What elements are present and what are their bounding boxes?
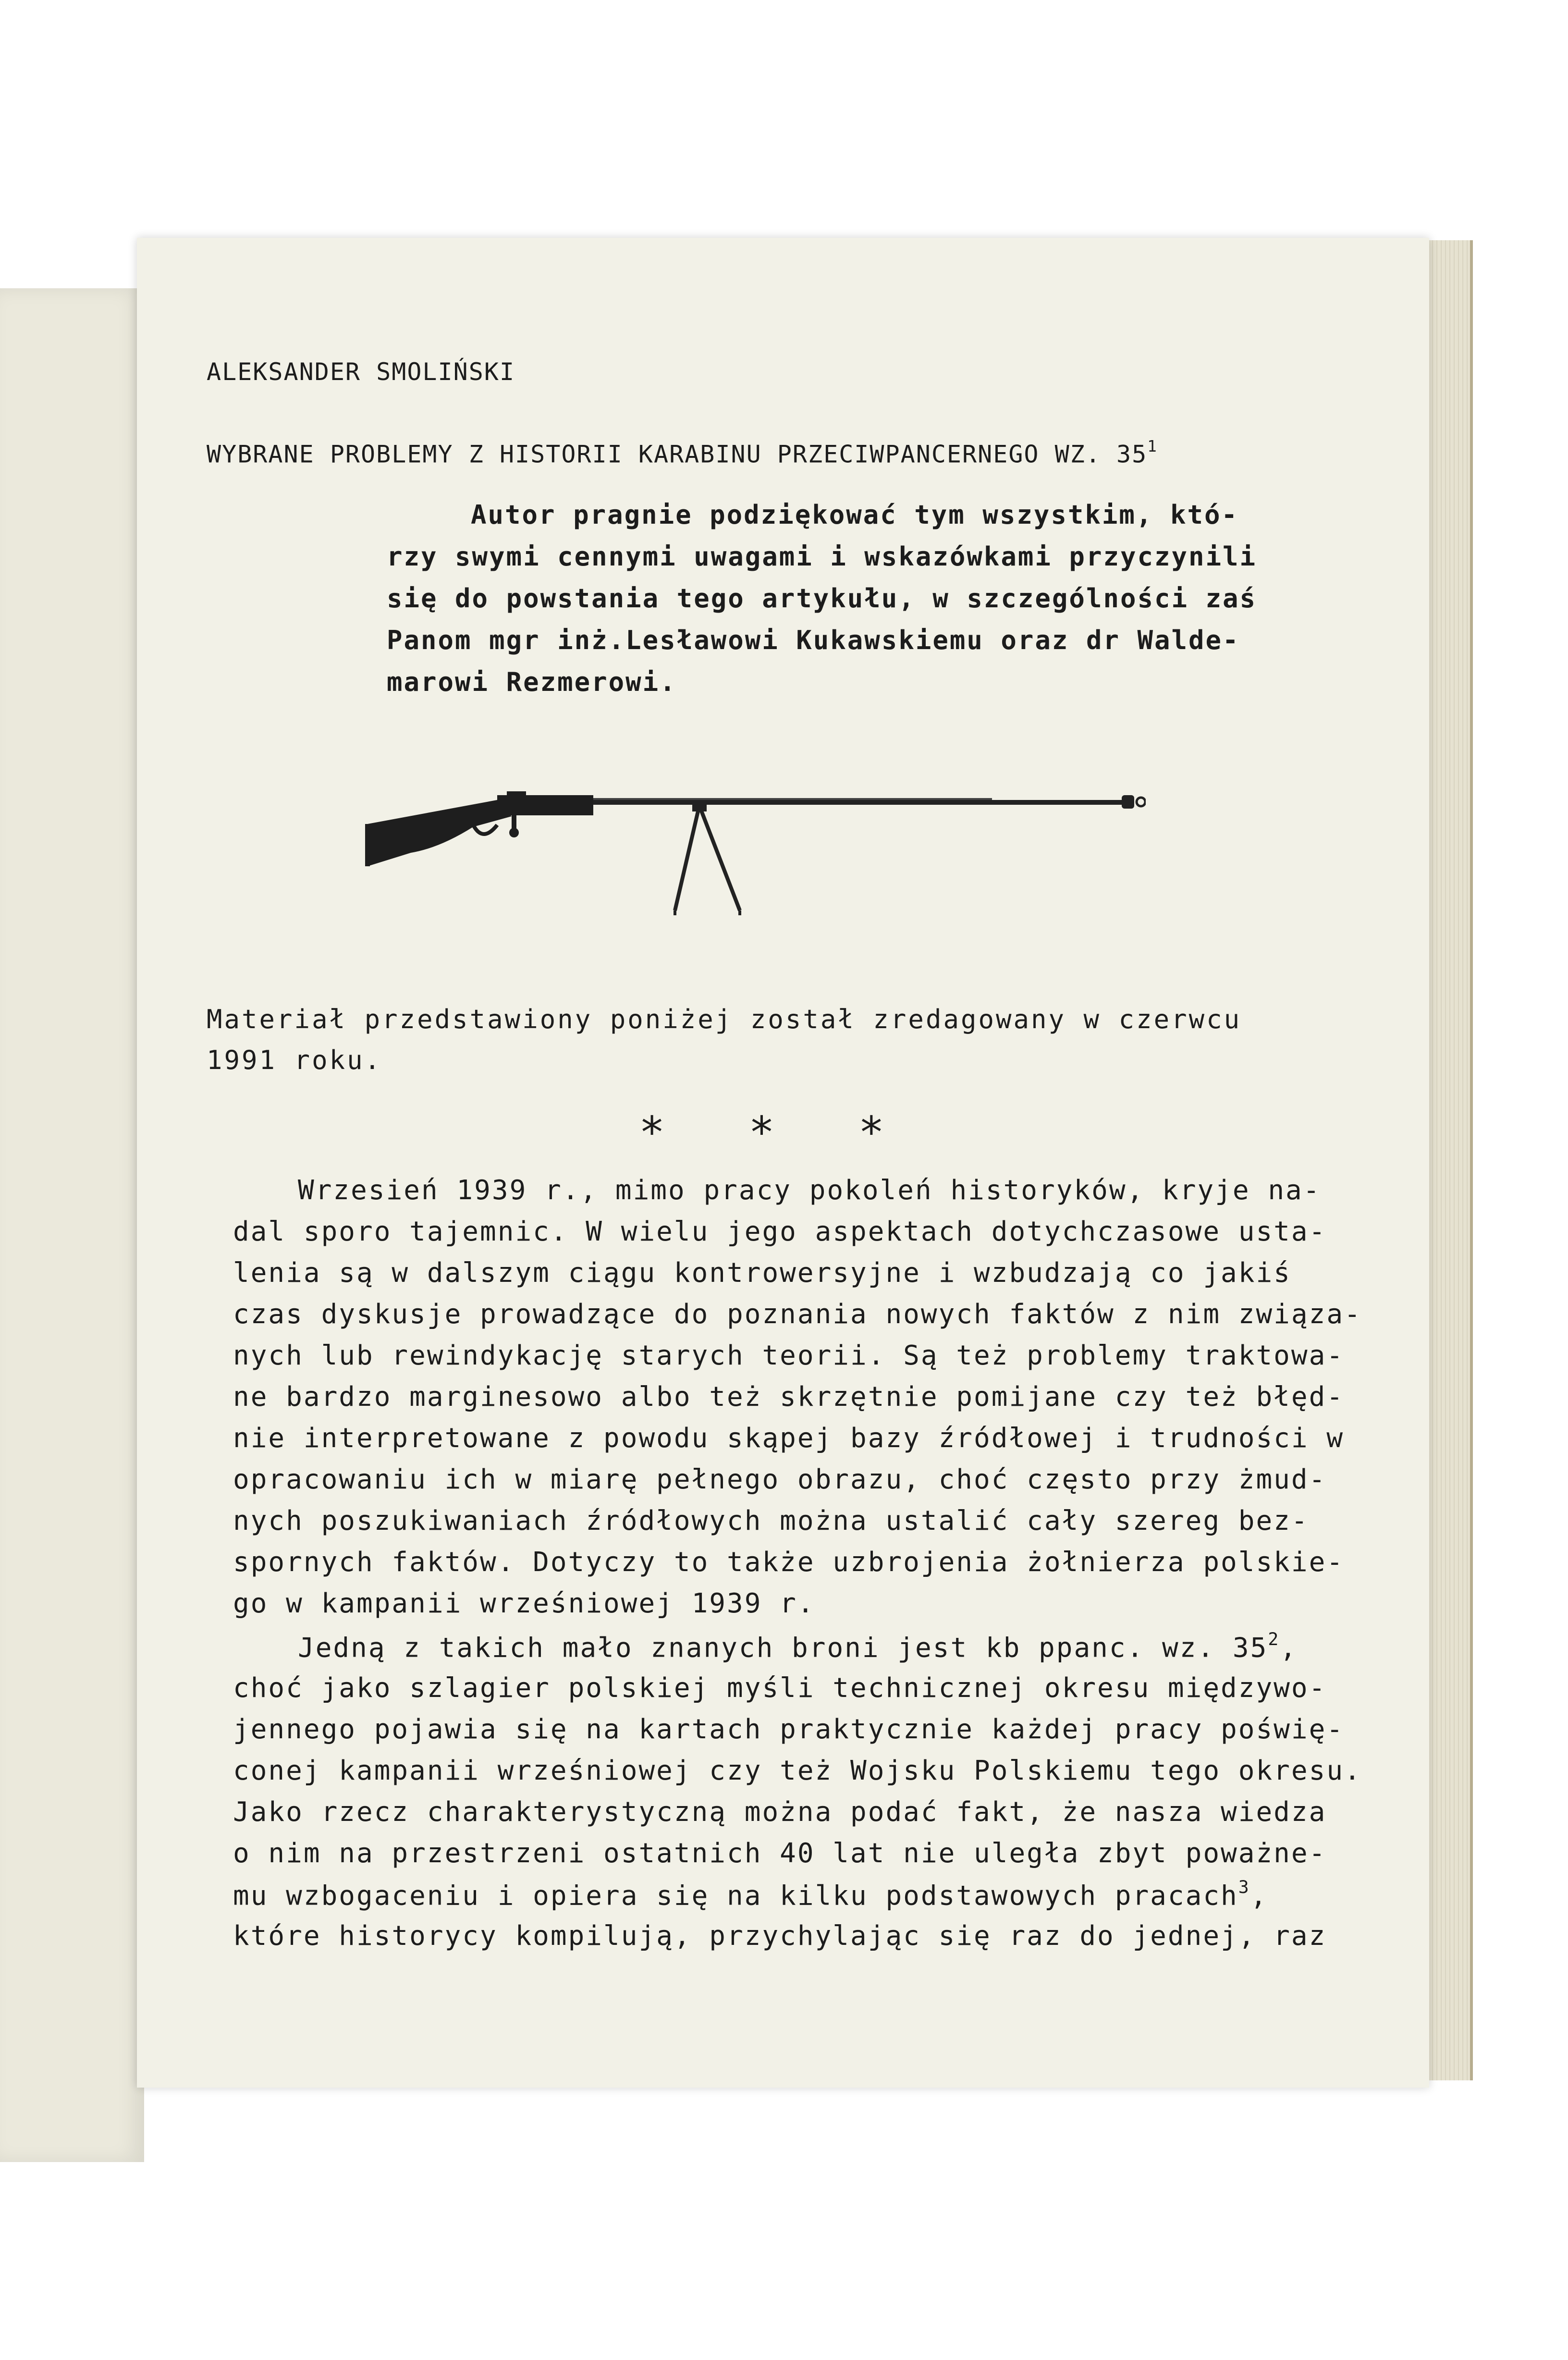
body-line: nych lub rewindykację starych teorii. Są też problemy traktowa- [233,1340,1345,1371]
edition-note-line: 1991 roku. [207,1045,382,1075]
body-line-text: Jedną z takich mało znanych broni jest kb ppanc. wz. 35 [298,1632,1268,1664]
body-line: conej kampanii wrześniowej czy też Wojsku Polskiemu tego okresu. [233,1755,1362,1786]
body-line: Wrzesień 1939 r., mimo pracy pokoleń historyków, kryje na- [298,1175,1321,1206]
document-page [137,238,1429,2088]
acknowledgement-line: Autor pragnie podziękować tym wszystkim, któ- [471,500,1238,530]
article-title [207,437,1158,468]
footnote-mark: 2 [1268,1628,1280,1649]
body-line: lenia są w dalszym ciągu kontrowersyjne i wzbudzają co jakiś [233,1257,1291,1289]
body-line: go w kampanii wrześniowej 1939 r. [233,1588,815,1619]
body-line [298,1628,1298,1664]
body-line-punct: , [1280,1632,1298,1664]
author-name: ALEKSANDER SMOLIŃSKI [207,358,515,386]
acknowledgement-line: rzy swymi cennymi uwagami i wskazówkami przyczynili [387,541,1257,572]
body-line: o nim na przestrzeni ostatnich 40 lat nie uległa zbyt poważne- [233,1838,1327,1869]
body-line: czas dyskusje prowadzące do poznania nowych faktów z nim związa- [233,1299,1362,1330]
left-page-edge [0,288,144,2162]
body-line-text: mu wzbogaceniu i opiera się na kilku podstawowych pracach [233,1880,1238,1912]
footnote-mark: 3 [1238,1876,1250,1897]
edition-note-line: Materiał przedstawiony poniżej został zredagowany w czerwcu [207,1004,1242,1034]
body-line: które historycy kompilują, przychylając się raz do jednej, raz [233,1920,1327,1952]
body-line: dal sporo tajemnic. W wielu jego aspektach dotychczasowe usta- [233,1216,1327,1247]
body-line: nych poszukiwaniach źródłowych można ustalić cały szereg bez- [233,1505,1309,1536]
body-line [233,1876,1268,1912]
footnote-mark: 1 [1147,437,1158,456]
body-line: choć jako szlagier polskiej myśli technicznej okresu międzywo- [233,1672,1327,1704]
acknowledgement-line: Panom mgr inż.Lesławowi Kukawskiemu oraz dr Walde- [387,625,1240,655]
body-line: ne bardzo marginesowo albo też skrzętnie pomijane czy też błęd- [233,1381,1345,1413]
body-line: Jako rzecz charakterystyczną można podać fakt, że nasza wiedza [233,1796,1327,1828]
body-line: spornych faktów. Dotyczy to także uzbrojenia żołnierza polskie- [233,1547,1345,1578]
body-line: jennego pojawia się na kartach praktycznie każdej pracy poświę- [233,1714,1345,1745]
body-line: nie interpretowane z powodu skąpej bazy źródłowej i trudności w [233,1423,1345,1454]
section-separator: * * * [639,1107,913,1158]
anti-tank-rifle-icon [353,781,1146,915]
article-title-text: WYBRANE PROBLEMY Z HISTORII KARABINU PRZECIWPANCERNEGO WZ. 35 [207,440,1148,468]
acknowledgement-line: się do powstania tego artykułu, w szczególności zaś [387,583,1257,614]
body-line: opracowaniu ich w miarę pełnego obrazu, choć często przy żmud- [233,1464,1327,1495]
acknowledgement-line: marowi Rezmerowi. [387,667,677,697]
body-line-punct: , [1250,1880,1268,1912]
